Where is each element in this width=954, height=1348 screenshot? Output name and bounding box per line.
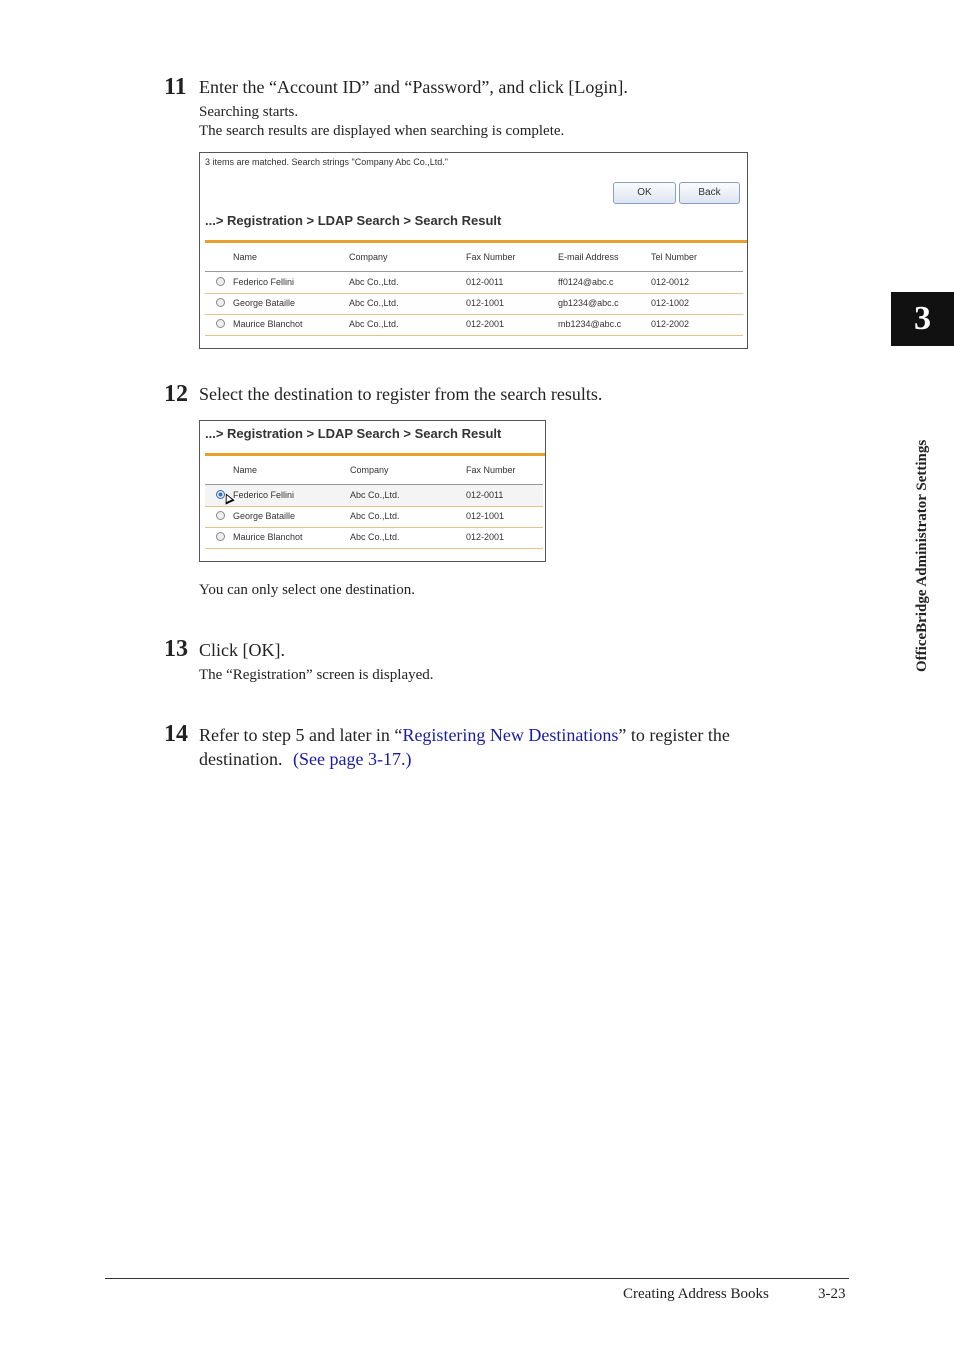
cell-fax: 012-1001 bbox=[466, 298, 505, 308]
cell-fax: 012-2001 bbox=[466, 532, 505, 542]
cell-company: Abc Co.,Ltd. bbox=[349, 298, 399, 308]
cell-name: George Bataille bbox=[233, 511, 296, 521]
table-row[interactable] bbox=[205, 314, 743, 336]
breadcrumb: ...> Registration > LDAP Search > Search Result bbox=[205, 426, 502, 441]
column-header-company: Company bbox=[349, 252, 388, 262]
cell-name: Federico Fellini bbox=[233, 490, 295, 500]
table-row[interactable] bbox=[205, 527, 543, 549]
cell-tel: 012-1002 bbox=[651, 298, 690, 308]
column-header-fax: Fax Number bbox=[466, 252, 516, 262]
footer-page-number: 3-23 bbox=[818, 1286, 846, 1302]
back-button[interactable]: Back bbox=[679, 182, 740, 204]
cell-email: ff0124@abc.c bbox=[558, 277, 614, 287]
cell-company: Abc Co.,Ltd. bbox=[349, 277, 399, 287]
cell-company: Abc Co.,Ltd. bbox=[350, 532, 400, 542]
step-14-text-after: ” to register the bbox=[618, 725, 730, 745]
cell-tel: 012-0012 bbox=[651, 277, 690, 287]
breadcrumb: ...> Registration > LDAP Search > Search Result bbox=[205, 213, 502, 228]
table-row[interactable] bbox=[205, 484, 543, 507]
header-divider bbox=[205, 453, 545, 456]
table-row[interactable] bbox=[205, 271, 743, 294]
ok-button[interactable]: OK bbox=[613, 182, 676, 204]
column-header-name: Name bbox=[233, 465, 258, 475]
cell-email: mb1234@abc.c bbox=[558, 319, 622, 329]
step-11-text: Enter the “Account ID” and “Password”, and click [Login]. bbox=[199, 77, 628, 97]
cell-fax: 012-2001 bbox=[466, 319, 505, 329]
step-14-text-before: Refer to step 5 and later in “ bbox=[199, 725, 403, 745]
cell-email: gb1234@abc.c bbox=[558, 298, 619, 308]
header-divider bbox=[205, 240, 747, 243]
step-14-line-2-text: destination. bbox=[199, 749, 283, 769]
cell-tel: 012-2002 bbox=[651, 319, 690, 329]
step-13-sub-1: The “Registration” screen is displayed. bbox=[199, 667, 434, 683]
table-row[interactable] bbox=[205, 506, 543, 528]
step-12-text: Select the destination to register from the search results. bbox=[199, 384, 603, 404]
cell-company: Abc Co.,Ltd. bbox=[349, 319, 399, 329]
select-radio[interactable] bbox=[216, 298, 225, 307]
step-11-sub-2: The search results are displayed when searching is complete. bbox=[199, 123, 565, 139]
see-page-link[interactable]: (See page 3-17.) bbox=[293, 749, 412, 769]
search-result-screenshot-select bbox=[199, 420, 546, 562]
step-number-14: 14 bbox=[164, 721, 188, 747]
step-14-line-2 bbox=[199, 749, 411, 770]
match-count-message: 3 items are matched. Search strings "Company Abc Co.,Ltd." bbox=[205, 157, 448, 167]
column-header-email: E-mail Address bbox=[558, 252, 619, 262]
cell-name: Maurice Blanchot bbox=[233, 319, 303, 329]
registering-new-destinations-link[interactable]: Registering New Destinations bbox=[402, 725, 619, 745]
cell-company: Abc Co.,Ltd. bbox=[350, 490, 400, 500]
cell-name: Federico Fellini bbox=[233, 277, 295, 287]
step-11-sub-1: Searching starts. bbox=[199, 104, 299, 120]
select-radio[interactable] bbox=[216, 532, 225, 541]
column-header-tel: Tel Number bbox=[651, 252, 698, 262]
step-number-11: 11 bbox=[164, 74, 187, 100]
column-header-fax: Fax Number bbox=[466, 465, 516, 475]
chapter-tab: 3 bbox=[891, 292, 954, 346]
search-result-screenshot-full bbox=[199, 152, 748, 349]
column-header-company: Company bbox=[350, 465, 389, 475]
step-number-12: 12 bbox=[164, 381, 188, 407]
cell-name: Maurice Blanchot bbox=[233, 532, 303, 542]
select-radio[interactable] bbox=[216, 511, 225, 520]
column-header-name: Name bbox=[233, 252, 258, 262]
cell-company: Abc Co.,Ltd. bbox=[350, 511, 400, 521]
select-radio[interactable] bbox=[216, 319, 225, 328]
cell-name: George Bataille bbox=[233, 298, 296, 308]
footer-section-title: Creating Address Books bbox=[623, 1286, 769, 1302]
cell-fax: 012-1001 bbox=[466, 511, 505, 521]
step-12-sub-1: You can only select one destination. bbox=[199, 582, 415, 598]
step-number-13: 13 bbox=[164, 636, 188, 662]
step-13-text: Click [OK]. bbox=[199, 640, 285, 660]
cell-fax: 012-0011 bbox=[466, 277, 504, 287]
chapter-side-title: OfficeBridge Administrator Settings bbox=[914, 439, 930, 672]
step-14-text bbox=[199, 725, 730, 746]
cell-fax: 012-0011 bbox=[466, 490, 504, 500]
select-radio[interactable] bbox=[216, 277, 225, 286]
table-row[interactable] bbox=[205, 293, 743, 315]
footer-rule bbox=[105, 1278, 849, 1279]
